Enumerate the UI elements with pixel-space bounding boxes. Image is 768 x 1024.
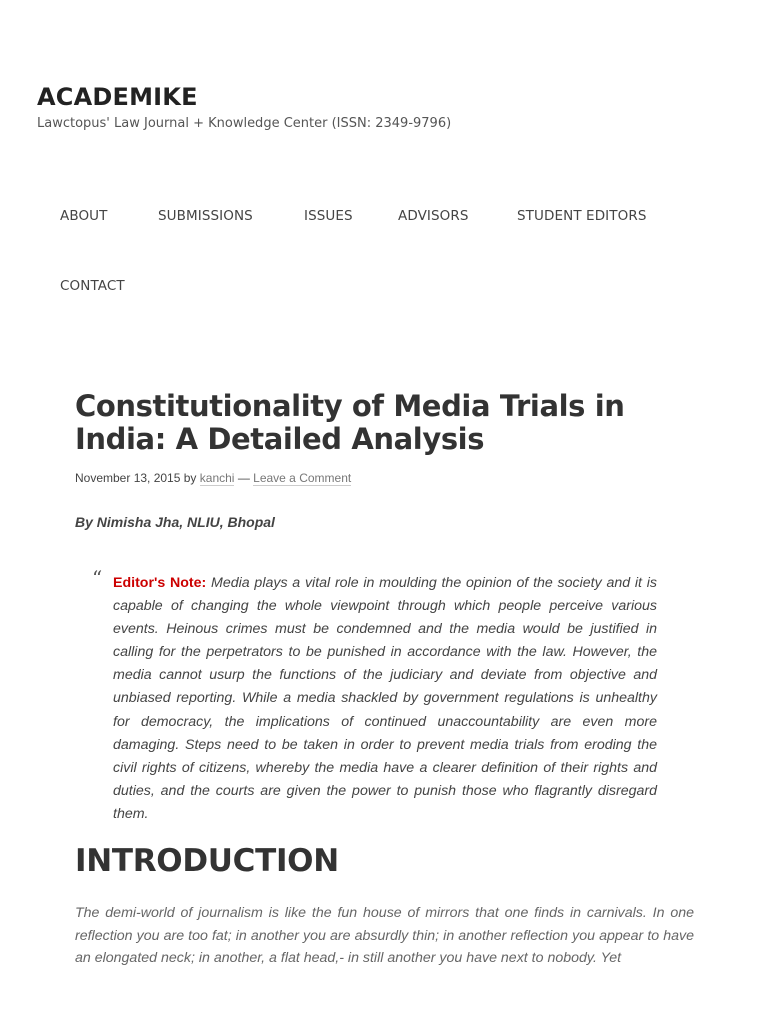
meta-separator: — bbox=[237, 471, 250, 485]
nav-item-about[interactable]: ABOUT bbox=[60, 208, 108, 224]
post-date: November 13, 2015 bbox=[75, 471, 181, 485]
leave-comment-link[interactable]: Leave a Comment bbox=[253, 471, 352, 485]
nav-item-submissions[interactable]: SUBMISSIONS bbox=[158, 208, 253, 224]
nav-item-issues[interactable]: ISSUES bbox=[304, 208, 353, 224]
site-description: Lawctopus' Law Journal + Knowledge Center (ISSN: 2349-9796) bbox=[37, 116, 452, 131]
blockquote-quote-icon: “ bbox=[92, 566, 103, 590]
nav-item-contact[interactable]: CONTACT bbox=[60, 278, 125, 294]
editor-note-text: Media plays a vital role in moulding the opinion of the society and it is capable of changing the whole viewpoint through which people perceive various events. Heinous crimes must be condemned and the media would be justified in calling for the perpetrators to be punished in accordance with the law. However, the media cannot usurp the functions of the judiciary and deviate from objective and unbiased reporting. While a media shackled by government regulations is unhealthy for democracy, the implications of continued unaccountability are even more damaging. Steps need to be taken in order to prevent media trials from eroding the civil rights of citizens, whereby the media have a clearer definition of their rights and duties, and the courts are given the power to punish those who flagrantly disregard them. bbox=[113, 575, 657, 822]
site-header bbox=[37, 82, 737, 133]
nav-item-student-editors[interactable]: STUDENT EDITORS bbox=[517, 208, 647, 224]
post-by-label: by bbox=[183, 471, 197, 485]
post-title: Constitutionality of Media Trials in India: A Detailed Analysis bbox=[75, 389, 625, 456]
site-title-link[interactable]: ACADEMIKE bbox=[37, 83, 198, 111]
article-byline: By Nimisha Jha, NLIU, Bhopal bbox=[75, 514, 275, 530]
section-heading-introduction: INTRODUCTION bbox=[75, 843, 339, 879]
post-meta bbox=[75, 471, 351, 485]
editor-note-blockquote bbox=[113, 572, 657, 826]
nav-item-advisors[interactable]: ADVISORS bbox=[398, 208, 469, 224]
editor-note-label: Editor's Note: bbox=[113, 575, 207, 591]
post-author-link[interactable]: kanchi bbox=[199, 471, 235, 485]
intro-paragraph: The demi-world of journalism is like the fun house of mirrors that one finds in carnivals. In one reflection you are too fat; in another you are absurdly thin; in another reflection you appear to have an elongated neck; in another, a flat head,- in still another you have next to nobody. Yet bbox=[75, 905, 694, 966]
